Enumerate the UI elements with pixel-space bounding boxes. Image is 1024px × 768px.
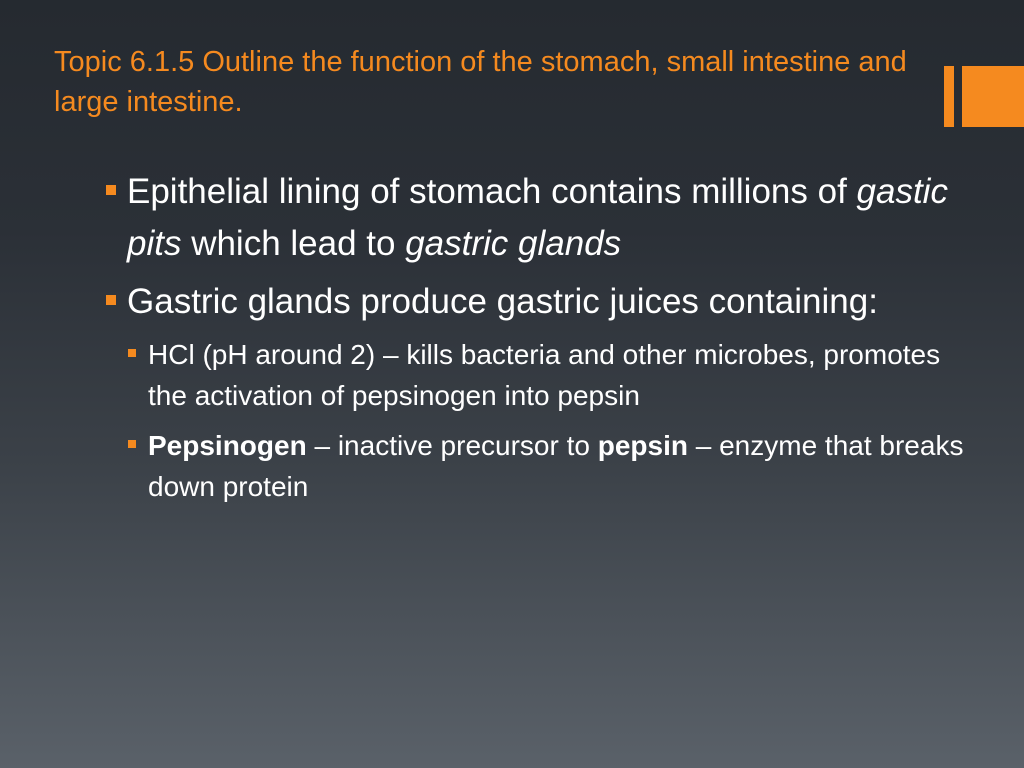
square-bullet-icon [106,295,116,305]
square-bullet-icon [128,440,136,448]
sub-bullet-text: HCl (pH around 2) – kills bacteria and other microbes, promotes the activation of pepsinogen into pepsin [148,339,941,411]
sub-bullet-text: – inactive precursor to [306,430,598,461]
square-bullet-icon [106,185,116,195]
bullet-epithelial-lining [106,166,976,270]
bullet-text: Epithelial lining of stomach contains millions of [127,172,857,211]
slide-title: Topic 6.1.5 Outline the function of the stomach, small intestine and large intestine. [54,46,907,118]
sub-bullet-text: – enzyme that breaks down protein [148,430,964,502]
bullet-text: which lead to [181,224,406,263]
slide-content [106,166,976,516]
pepsinogen-term: Pepsinogen [148,430,307,461]
square-bullet-icon [128,349,136,357]
sub-bullet-hcl [128,334,976,416]
sub-bullet-pepsinogen [128,425,976,507]
bullet-text: Gastric glands produce gastric juices containing: [127,282,878,321]
accent-bar-thin [944,66,954,127]
gastric-glands-term: gastric glands [405,224,622,263]
pepsin-term: pepsin [597,430,688,461]
accent-bar-thick [962,66,1024,127]
gastic-pits-term: gastic pits [127,172,948,263]
bullet-gastric-glands [106,276,976,328]
